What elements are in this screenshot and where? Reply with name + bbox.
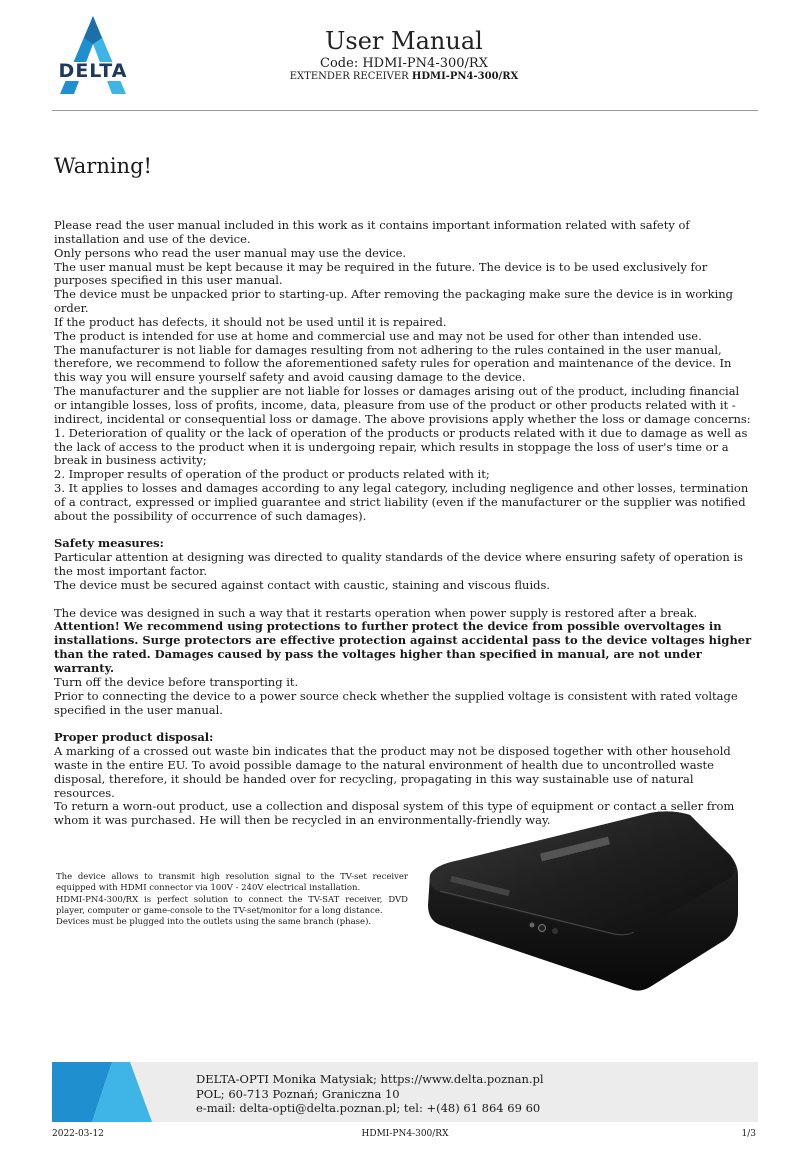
intro-paragraph: HDMI-PN4-300/RX is perfect solution to connect the TV-SAT receiver, DVD player, computer or game-console to the TV-set/monitor for a long distance. <box>56 894 408 916</box>
warning-paragraph: 1. Deterioration of quality or the lack of operation of the products or products related with it due to damage as well as the lack of access to the product when it is undergoing repair, which results in stoppage the loss of user's time or a break in business activity; <box>54 425 748 468</box>
intro-paragraph: The device allows to transmit high resolution signal to the TV-set receiver equipped with HDMI connector via 100V - 240V electrical installation. <box>56 872 408 894</box>
safety-paragraph: Prior to connecting the device to a power source check whether the supplied voltage is consistent with rated voltage specified in the user manual. <box>54 688 738 717</box>
footer-address: POL; 60-713 Poznań; Graniczna 10 <box>196 1086 400 1101</box>
warning-paragraph: 2. Improper results of operation of the product or products related with it; <box>54 467 490 482</box>
safety-heading: Safety measures: <box>54 536 164 551</box>
disposal-paragraph: To return a worn-out product, use a collection and disposal system of this type of equipment or contact a seller from whom it was purchased. He will then be recycled in an environmentally-friendly way. <box>54 799 735 828</box>
intro-paragraph: Devices must be plugged into the outlets using the same branch (phase). <box>56 917 372 928</box>
safety-attention: Attention! We recommend using protections to further protect the device from possible overvoltages in installations. Surge protectors are effective protection against accidental pass to the device voltages higher than the rated. Damages caused by pass the voltages higher than specified in manual, are not under warranty. <box>54 619 752 675</box>
warning-paragraph: Only persons who read the user manual may use the device. <box>54 245 407 260</box>
logo-text: DELTA <box>54 62 132 81</box>
warning-paragraph: The user manual must be kept because it may be required in the future. The device is to be used exclusively for purposes specified in this user manual. <box>54 259 708 288</box>
footer-email-phone: e-mail: delta-opti@delta.poznan.pl; tel: +(48) 61 864 69 60 <box>196 1101 541 1115</box>
header-divider <box>52 110 758 111</box>
warning-body <box>54 219 754 828</box>
subtitle-prefix: EXTENDER RECEIVER <box>289 71 409 82</box>
product-code: Code: HDMI-PN4-300/RX <box>320 56 488 71</box>
product-subtitle <box>160 71 648 83</box>
footer-contact <box>196 1072 544 1116</box>
product-description <box>56 872 408 928</box>
footer-code: HDMI-PN4-300/RX <box>361 1129 449 1139</box>
delta-logo <box>52 14 134 96</box>
safety-paragraph: Particular attention at designing was directed to quality standards of the device where ensuring safety of operation is the most important factor. <box>54 550 744 579</box>
disposal-heading: Proper product disposal: <box>54 730 214 745</box>
disposal-paragraph: A marking of a crossed out waste bin indicates that the product may not be disposed together with other household waste in the entire EU. To avoid possible damage to the natural environment of health due to uncontrolled waste disposal, therefore, it should be handed over for recycling, propagating in this way sustainable use of natural resources. <box>54 744 731 800</box>
footer-company: DELTA-OPTI Monika Matysiak; https://www.delta.poznan.pl <box>196 1072 544 1086</box>
warning-paragraph: The device must be unpacked prior to starting-up. After removing the packaging make sure the device is in working order. <box>54 287 734 316</box>
warning-paragraph: The manufacturer and the supplier are not liable for losses or damages arising out of the product, including financial or intangible losses, loss of profits, income, data, pleasure from use of the product or other products related with it - indirect, incidental or consequential loss or damage. The above provisions apply whether the loss or damage concerns: <box>54 384 751 426</box>
safety-paragraph: The device was designed in such a way that it restarts operation when power supply is restored after a break. <box>54 605 698 620</box>
warning-paragraph: The manufacturer is not liable for damages resulting from not adhering to the rules contained in the user manual, therefore, we recommend to follow the aforementioned safety rules for operation and maintenance of the device. In this way you will ensure yourself safety and avoid causing damage to the device. <box>54 342 732 385</box>
warning-paragraph: 3. It applies to losses and damages according to any legal category, including negligence and other losses, termination of a contract, expressed or implied guarantee and strict liability (even if the manufacturer or the supplier was notified about the possibility of occurrence of such damages). <box>54 481 749 523</box>
product-photo <box>420 805 745 995</box>
document-title: User Manual <box>325 27 483 55</box>
page-number: 1/3 <box>741 1129 756 1139</box>
warning-title: Warning! <box>54 154 152 178</box>
footer-logo-graphic <box>52 1062 182 1122</box>
subtitle-model: HDMI-PN4-300/RX <box>411 71 519 82</box>
warning-paragraph: If the product has defects, it should not be used until it is repaired. <box>54 314 447 329</box>
warning-paragraph: Please read the user manual included in this work as it contains important information related with safety of installation and use of the device. <box>54 218 690 246</box>
footer-date: 2022-03-12 <box>52 1129 104 1139</box>
safety-paragraph: Turn off the device before transporting it. <box>54 674 299 689</box>
safety-paragraph: The device must be secured against contact with caustic, staining and viscous fluids. <box>54 577 551 592</box>
warning-paragraph: The product is intended for use at home and commercial use and may not be used for other than intended use. <box>54 328 702 343</box>
